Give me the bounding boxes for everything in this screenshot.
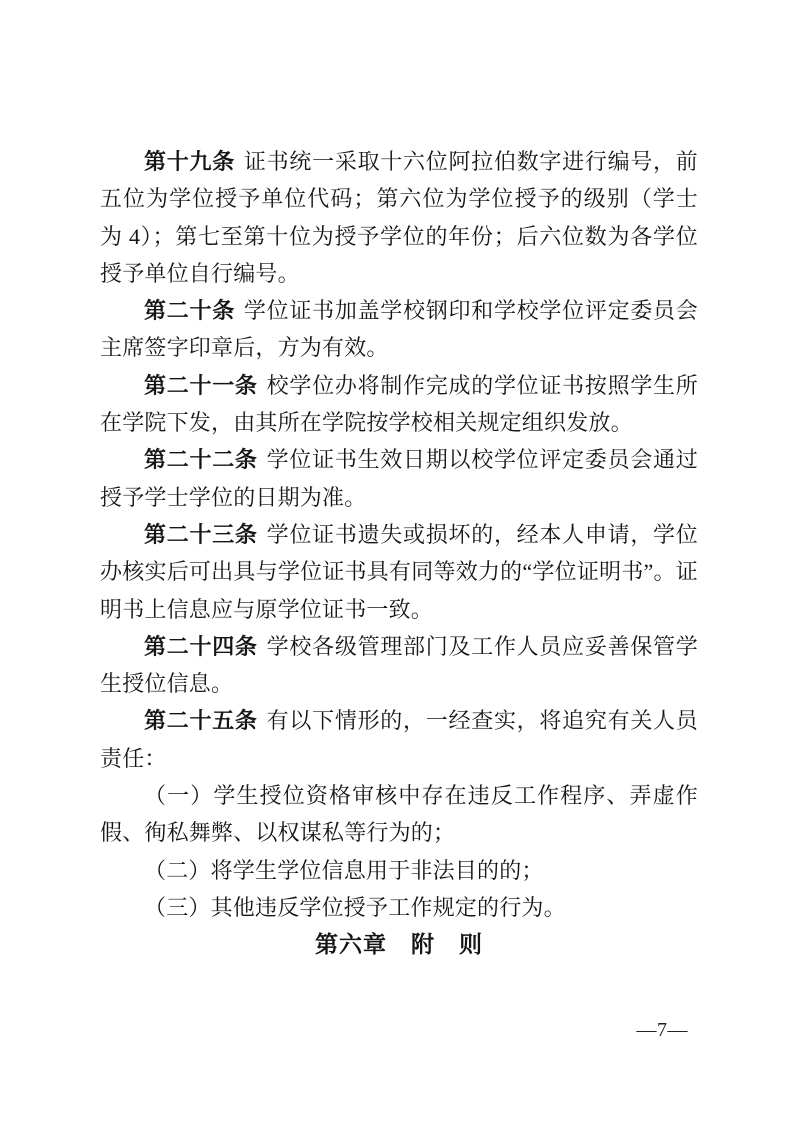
page-number: —7— (636, 1019, 688, 1041)
article-20-paragraph (100, 292, 698, 367)
article-20-label: 第二十条 (144, 298, 235, 324)
article-20-text: 学位证书加盖学校钢印和学校学位评定委员会主席签字印章后，方为有效。 (100, 298, 698, 361)
article-25-label: 第二十五条 (144, 708, 258, 734)
list-item-2: （二）将学生学位信息用于非法目的的； (144, 857, 544, 883)
list-item-3: （三）其他违反学位授予工作规定的行为。 (144, 894, 566, 920)
article-23-paragraph (100, 516, 698, 628)
list-item-1: （一）学生授位资格审核中存在违反工作程序、弄虚作假、徇私舞弊、以权谋私等行为的； (100, 783, 698, 846)
article-19-text: 证书统一采取十六位阿拉伯数字进行编号，前五位为学位授予单位代码；第六位为学位授予的级别（学士为 4）；第七至第十位为授予学位的年份；后六位数为各学位授予单位自行编号。 (100, 149, 698, 286)
article-22-label: 第二十二条 (144, 447, 258, 473)
article-25-paragraph (100, 702, 698, 777)
document-content (100, 143, 698, 964)
article-22-text: 学位证书生效日期以校学位评定委员会通过授予学士学位的日期为准。 (100, 447, 698, 510)
article-21-paragraph (100, 367, 698, 442)
article-19-label: 第十九条 (144, 149, 235, 174)
article-22-paragraph (100, 441, 698, 516)
article-24-label: 第二十四条 (144, 633, 258, 659)
article-23-label: 第二十三条 (144, 521, 258, 547)
article-24-text: 学校各级管理部门及工作人员应妥善保管学生授位信息。 (100, 633, 698, 697)
article-21-label: 第二十一条 (144, 372, 258, 398)
article-19-paragraph (100, 143, 698, 292)
article-21-text: 校学位办将制作完成的学位证书按照学生所在学院下发，由其所在学院按学校相关规定组织发放。 (100, 372, 698, 436)
article-23-text: 学位证书遗失或损坏的，经本人申请，学位办核实后可出具与学位证书具有同等效力的“学位证明书”。证明书上信息应与原学位证书一致。 (100, 521, 698, 622)
article-25-text: 有以下情形的，一经查实，将追究有关人员责任： (100, 708, 698, 771)
chapter-heading: 第六章 附 则 (315, 932, 483, 958)
article-24-paragraph (100, 628, 698, 703)
